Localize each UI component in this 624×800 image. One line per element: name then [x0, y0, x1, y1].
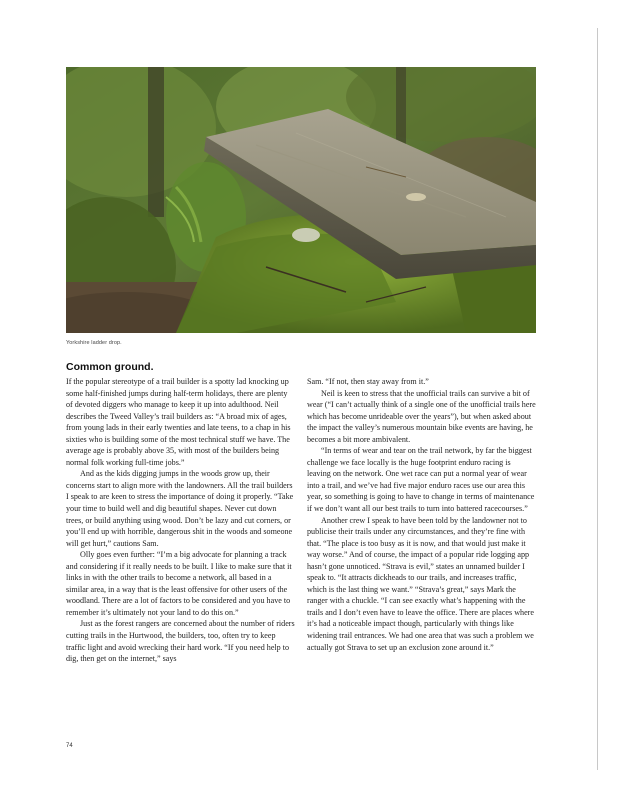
article-heading: Common ground.	[66, 361, 154, 373]
right-column	[307, 376, 536, 653]
page-number: 74	[66, 743, 73, 749]
left-column	[66, 376, 295, 665]
paragraph: If the popular stereotype of a trail builder is a spotty lad knocking up some half-finished jumps during half-term holidays, there are plenty of devoted diggers who manage to keep it up into adulthood. Neil describes the Tweed Valley’s trail builders as: “A broad mix of ages, from young lads in their early twenties and late teens, to a chap in his sixties who is building some of the most technical stuff we have. The average age is probably above 35, with most of the builders being normal folk working full-time jobs.”	[66, 377, 291, 467]
paragraph: Sam. “If not, then stay away from it.”	[307, 377, 429, 386]
page-edge-rule	[597, 28, 598, 770]
paragraph: “In terms of wear and tear on the trail network, by far the biggest challenge we face locally is the huge footprint enduro racing is leaving on the network. One wet race can put a normal year of wear into a trail, and we’ve had five major enduro races use our area this year, so something is going to have to change in terms of maintenance if we don’t want all our best trails to turn into battered racecourses.”	[307, 446, 535, 514]
paragraph: Neil is keen to stress that the unofficial trails can survive a bit of wear (“I can’t actually think of a single one of the unofficial trails here which has become unrideable over the years”), but when asked about the impact the valley’s numerous mountain bike events are having, he becomes a bit more ambivalent.	[307, 388, 536, 444]
photo-caption: Yorkshire ladder drop.	[66, 340, 122, 346]
paragraph: Olly goes even further: “I’m a big advocate for planning a track and considering if it really needs to be built. I like to make sure that it links in with the other trails to become a network, all based in a similar area, in a way that is the least offensive for other users of the woodland. There are a lot of factors to be considered and you have to remember it’s ultimately not your land to do this on.”	[66, 550, 292, 617]
paragraph: And as the kids digging jumps in the woods grow up, their concerns start to align more with the landowners. All the trail builders I speak to are keen to stress the importance of doing it properly. “Take your time to build well and dig beautiful shapes. Never cut down trees, or build anything using wood. Don’t be lazy and cut corners, or you’ll end up with horrible, dangerous shit in the woods and someone will get hurt,” cautions Sam.	[66, 469, 294, 548]
paragraph: Just as the forest rangers are concerned about the number of riders cutting trails in the Hurtwood, the builders, too, often try to keep traffic light and avoid wrecking their hard work. “If you need help to dig, then get on the internet,” says	[66, 619, 295, 664]
photo-forest-stone-slab-icon	[66, 67, 536, 333]
paragraph: Another crew I speak to have been told by the landowner not to publicise their trails under any circumstances, and they’re fine with that. “The place is too busy as it is now, and that would just make it way worse.” And of course, the impact of a popular ride logging app hasn’t gone unnoticed. “Strava is evil,” states an unnamed builder I speak to. “It attracts dickheads to our trails, and increases traffic, which is the last thing we want.” “Strava’s great,” says Mark the ranger with a chuckle. “I can see exactly what’s happening with the trails and I don’t even have to leave the office. There are places where it’s had a noticeable impact though, particularly with things like widening trail entrances. We had one area that was such a problem we actually got Strava to set up an exclusion zone around it.”	[307, 515, 534, 652]
article-photo	[66, 67, 536, 333]
